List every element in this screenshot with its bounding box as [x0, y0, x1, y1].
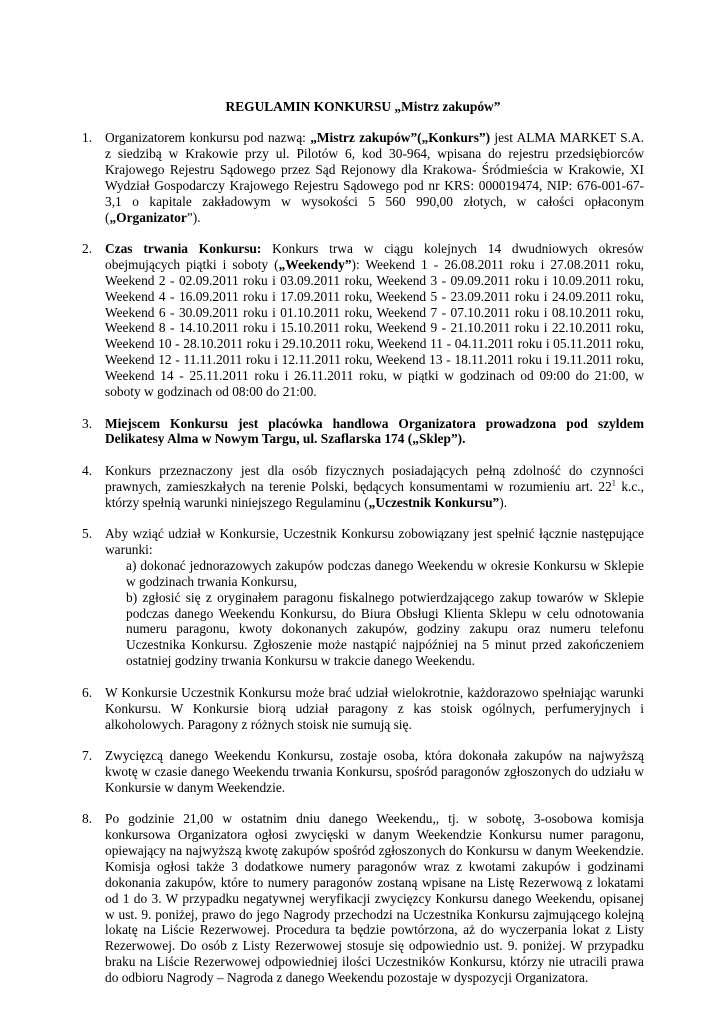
- clause-number: 6.: [82, 684, 93, 700]
- clause-5: [82, 526, 644, 669]
- clause-bold-text: „Organizator: [109, 209, 187, 225]
- clause-3: [82, 416, 644, 448]
- clause-bold-text: „Weekendy”: [278, 256, 352, 272]
- clause-1: [82, 130, 644, 225]
- clause-bold-text: „Uczestnik Konkursu”: [368, 494, 500, 510]
- clause-number: 3.: [82, 415, 93, 431]
- clause-text: Konkurs przeznaczony jest dla osób fizycznych posiadających pełną zdolność do czynności prawnych, zamieszkałych na terenie Polski, będących konsumentami w rozumieniu art. 22: [105, 462, 644, 494]
- clause-bold-text: Czas trwania Konkursu:: [105, 240, 262, 256]
- clause-bold-text: „Mistrz zakupów”(„Konkurs”): [310, 130, 491, 145]
- clause-text: Konkurs trwa w ciągu kolejnych 14 dwudniowych okresów obejmujących piątki i soboty (: [105, 240, 644, 272]
- clause-text: k.c., którzy spełnią warunki niniejszego Regulaminu (: [105, 478, 644, 510]
- clause-number: 2.: [82, 240, 93, 256]
- clause-number: 7.: [82, 747, 93, 763]
- clause-text: W Konkursie Uczestnik Konkursu może brać udział wielokrotnie, każdorazowo spełniając warunki Konkursu. W Konkursie biorą udział paragony z kas stoisk ogólnych, perfumeryjnych i alkoholowych. Paragony z różnych stoisk nie sumują się.: [105, 684, 644, 732]
- clause-text: ”).: [186, 209, 201, 225]
- clause-number: 1.: [82, 130, 93, 145]
- superscript: 1: [611, 478, 616, 488]
- clause-4: [82, 463, 644, 511]
- clause-text: jest ALMA MARKET S.A. z siedzibą w Krakowie przy ul. Pilotów 6, kod 30-964, wpisana do rejestru przedsiębiorców Krajowego Rejestru Sądowego przez Sąd Rejonowy dla Krakowa- Śródmieścia w Krakowie, XI Wydział Gospodarczy Krajowego Rejestru Sądowego pod nr KRS: 000019474, NIP: 676-001-67-3,1 o kapitale zakładowym w wysokości 5 560 990,00 złotych, w całości opłaconym (: [105, 130, 644, 225]
- clause-2: [82, 241, 644, 400]
- clause-number: 5.: [82, 526, 93, 542]
- clause-text: ): Weekend 1 - 26.08.2011 roku i 27.08.2011 roku, Weekend 2 - 02.09.2011 roku i 03.09.2011 roku, Weekend 3 - 09.09.2011 roku i 10.09.2011 roku, Weekend 4 - 16.09.2011 roku i 17.09.2011 roku, Weekend 5 - 23.09.2011 roku i 24.09.2011 roku, Weekend 6 - 30.09.2011 roku i 01.10.2011 roku, Weekend 7 - 07.10.2011 roku i 08.10.2011 roku, Weekend 8 - 14.10.2011 roku i 15.10.2011 roku, Weekend 9 - 21.10.2011 roku i 22.10.2011 roku, Weekend 10 - 28.10.2011 roku i 29.10.2011 roku, Weekend 11 - 04.11.2011 roku i 05.11.2011 roku, Weekend 12 - 11.11.2011 roku i 12.11.2011 roku, Weekend 13 - 18.11.2011 roku i 19.11.2011 roku, Weekend 14 - 25.11.2011 roku i 26.11.2011 roku, w piątki w godzinach od 09:00 do 21:00, w soboty w godzinach od 08:00 do 21:00.: [105, 256, 644, 400]
- clause-number: 8.: [82, 811, 93, 827]
- clause-7: [82, 748, 644, 796]
- clause-6: [82, 685, 644, 733]
- clause-text: Zwycięzcą danego Weekendu Konkursu, zostaje osoba, która dokonała zakupów na najwyższą kwotę w czasie danego Weekendu trwania Konkursu, spośród paragonów zgłoszonych do udziału w Konkursie w danym Weekendzie.: [105, 747, 644, 795]
- clause-text: Organizatorem konkursu pod nazwą:: [105, 130, 311, 145]
- clause-text: Po godzinie 21,00 w ostatnim dniu danego Weekendu,, tj. w sobotę, 3-osobowa komisja konkursowa Organizatora ogłosi zwycięski w danym Weekendzie Konkursu numer paragonu, opiewający na najwyższą kwotę zakupów spośród zgłoszonych do Konkursu w danym Weekendzie. Komisja ogłosi także 3 dodatkowe numery paragonów wraz z kwotami zakupów i godzinami dokonania zakupów, które to numery paragonów zostaną wpisane na Listę Rezerwową z lokatami od 1 do 3. W przypadku negatywnej weryfikacji zwycięzcy Konkursu danego Weekendu, opisanej w ust. 9. poniżej, prawo do jego Nagrody przechodzi na Uczestnika Konkursu zajmującego kolejną lokatę na Liście Rezerwowej. Procedura ta będzie powtórzona, aż do wyczerpania lokat z Listy Rezerwowej. Do osób z Listy Rezerwowej stosuje się odpowiednio ust. 9. poniżej. W przypadku braku na Liście Rezerwowej odpowiedniej ilości Uczestników Konkursu, którzy nie utracili prawa do odbioru Nagrody – Nagroda z danego Weekendu pozostaje w dyspozycji Organizatora.: [105, 811, 644, 986]
- document-title: REGULAMIN KONKURSU „Mistrz zakupów”: [225, 99, 501, 114]
- clause-bold-text: Miejscem Konkursu jest placówka handlowa Organizatora prowadzona pod szyldem Delikatesy Alma w Nowym Targu, ul. Szaflarska 174 („Sklep”).: [105, 415, 644, 447]
- sub-point-b: b) zgłosić się z oryginałem paragonu fiskalnego potwierdzającego zakup towarów w Sklepie podczas danego Weekendu Konkursu, do Biura Obsługi Klienta Sklepu w celu odnotowania numeru paragonu, kwoty dokonanych zakupów, godziny zakupu oraz numeru telefonu Uczestnika Konkursu. Zgłoszenie może nastąpić najpóźniej na 5 minut przed zakończeniem ostatniej godziny trwania Konkursu w trakcie danego Weekendu.: [126, 589, 644, 669]
- clause-text: ).: [499, 494, 508, 510]
- clause-text: Aby wziąć udział w Konkursie, Uczestnik Konkursu zobowiązany jest spełnić łącznie następujące warunki:: [105, 526, 644, 557]
- clause-number: 4.: [82, 462, 93, 478]
- clause-8: [82, 811, 644, 986]
- sub-point-a: a) dokonać jednorazowych zakupów podczas danego Weekendu w okresie Konkursu w Sklepie w godzinach trwania Konkursu,: [126, 557, 644, 589]
